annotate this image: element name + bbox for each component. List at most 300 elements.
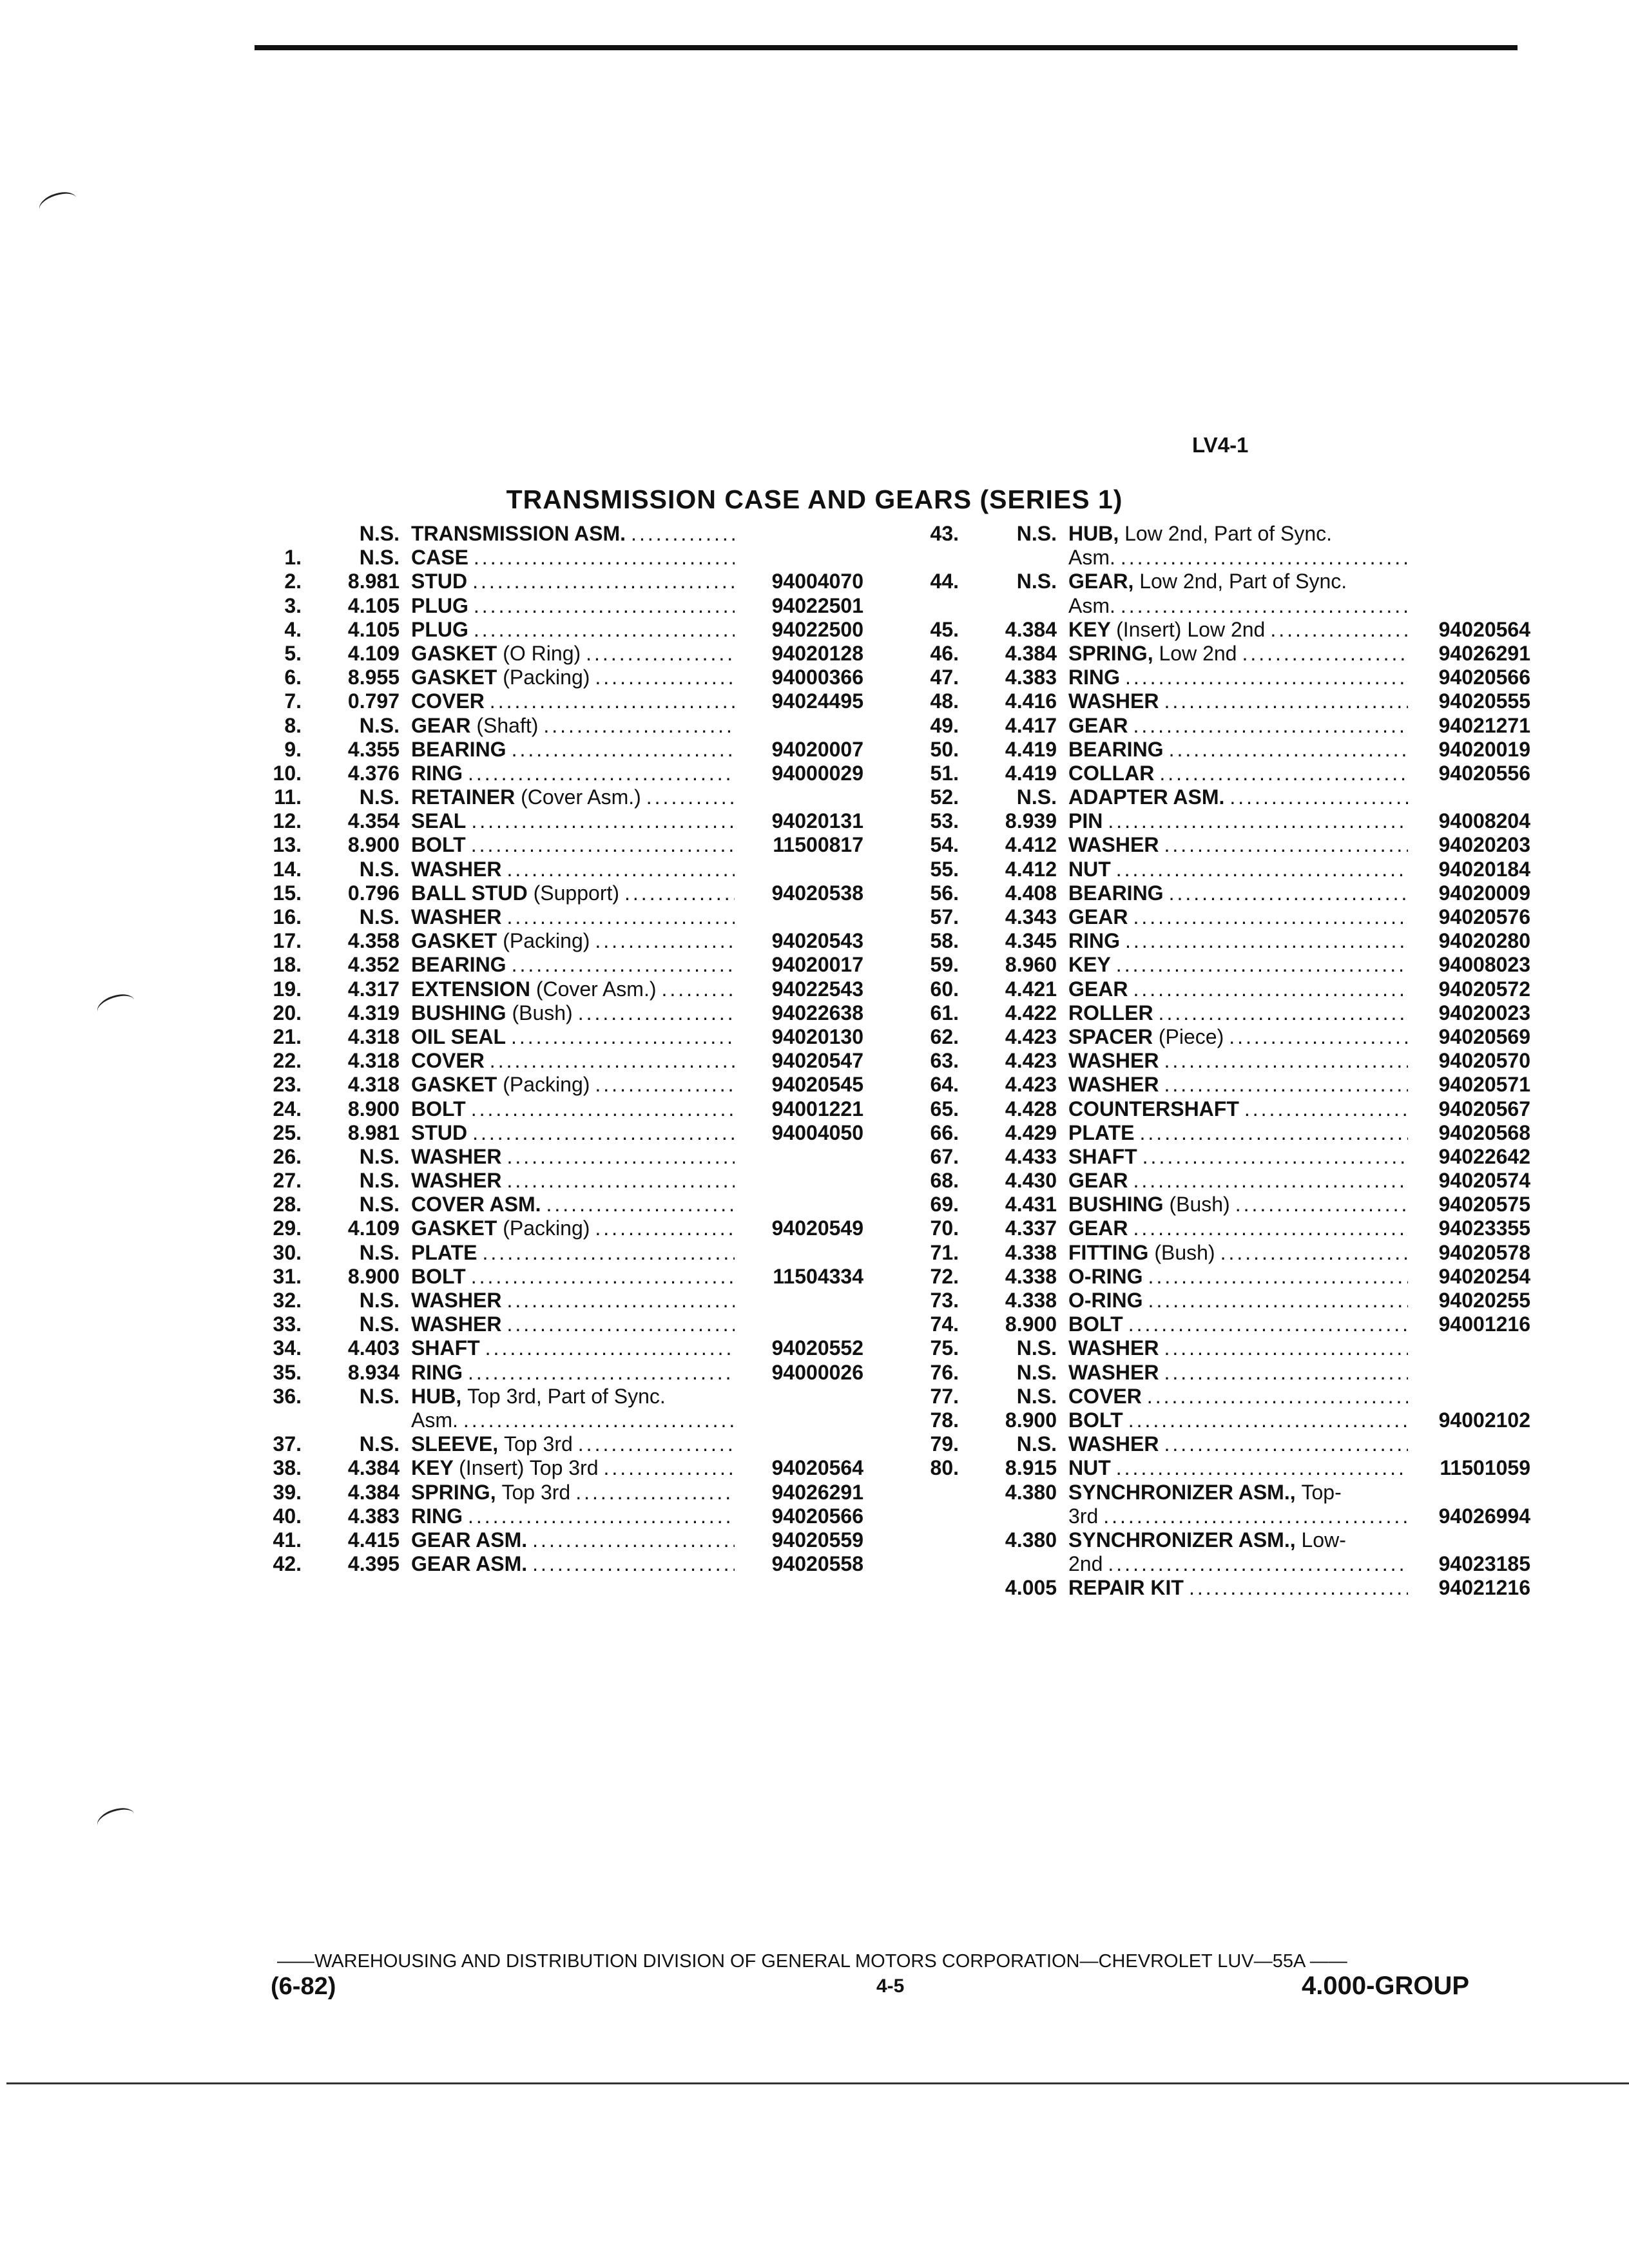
item-number: 36. — [273, 1384, 302, 1408]
parts-row — [245, 929, 863, 953]
parts-row — [902, 1528, 1530, 1552]
group-ref: N.S. — [359, 857, 400, 881]
part-description — [1068, 1336, 1159, 1360]
part-name: GEAR — [1068, 713, 1128, 737]
dot-leader — [1159, 1001, 1408, 1025]
part-description — [411, 858, 501, 881]
item-number: 56. — [930, 881, 959, 905]
parts-row — [902, 881, 1530, 905]
part-name: SLEEVE, — [411, 1432, 499, 1456]
dot-leader — [1121, 546, 1408, 570]
part-qualifier: Top- — [1301, 1480, 1342, 1504]
dot-leader — [1133, 714, 1408, 738]
part-description — [1068, 1576, 1184, 1600]
part-description — [411, 1145, 501, 1169]
dot-leader — [1121, 594, 1408, 618]
parts-row — [245, 1336, 863, 1360]
part-description — [411, 1504, 463, 1528]
part-number: 94020017 — [771, 953, 863, 977]
group-ref: N.S. — [1016, 1336, 1057, 1360]
part-name: SPRING, — [411, 1480, 496, 1504]
part-number: 11501059 — [1440, 1456, 1530, 1480]
parts-row — [902, 977, 1530, 1001]
parts-row — [902, 1408, 1530, 1432]
parts-row — [245, 546, 863, 570]
item-number: 31. — [273, 1264, 302, 1288]
part-description — [411, 1432, 573, 1456]
part-description — [411, 570, 467, 593]
footer-page-number: 4-5 — [876, 1975, 905, 1997]
parts-row — [245, 905, 863, 929]
part-name: KEY — [411, 1456, 454, 1480]
group-ref: N.S. — [1016, 1384, 1057, 1408]
part-description — [1068, 1528, 1346, 1552]
parts-row — [902, 1073, 1530, 1097]
part-description — [1068, 1312, 1123, 1336]
group-ref: 4.354 — [347, 809, 400, 833]
dot-leader — [471, 809, 735, 833]
page-title: TRANSMISSION CASE AND GEARS (SERIES 1) — [506, 485, 1123, 514]
part-number: 94020543 — [771, 929, 863, 953]
group-ref: 4.415 — [347, 1528, 400, 1552]
item-number: 47. — [930, 666, 959, 689]
item-number: 57. — [930, 905, 959, 928]
part-qualifier: (Cover Asm.) — [535, 977, 657, 1001]
part-name: GEAR ASM. — [411, 1552, 528, 1576]
part-name: TRANSMISSION ASM. — [411, 522, 626, 545]
part-description — [411, 666, 590, 689]
part-number: 94020566 — [771, 1504, 863, 1528]
parts-row — [245, 1385, 863, 1408]
group-ref: 4.105 — [347, 593, 400, 617]
parts-row — [902, 666, 1530, 689]
item-number: 8. — [284, 713, 302, 737]
group-ref: N.S. — [359, 1289, 400, 1312]
part-name: COLLAR — [1068, 761, 1155, 785]
parts-row — [245, 666, 863, 689]
part-description — [1068, 1001, 1153, 1025]
dot-leader — [471, 1265, 735, 1289]
item-number: 10. — [273, 761, 302, 785]
parts-row-continuation — [902, 546, 1530, 570]
part-qualifier: Top 3rd, Part of Sync. — [467, 1384, 666, 1408]
part-number: 94020547 — [771, 1049, 863, 1073]
item-number: 7. — [284, 689, 302, 713]
part-description — [411, 1216, 590, 1240]
parts-row — [245, 1432, 863, 1456]
parts-row — [902, 1289, 1530, 1312]
part-number: 94022642 — [1438, 1144, 1530, 1168]
part-description — [1068, 1385, 1142, 1408]
dot-leader — [474, 618, 735, 642]
part-description — [411, 977, 657, 1001]
part-name: GEAR — [411, 713, 471, 737]
item-number: 70. — [930, 1216, 959, 1240]
parts-row — [902, 689, 1530, 713]
group-ref: 4.109 — [347, 1216, 400, 1240]
dot-leader — [1148, 1265, 1408, 1289]
group-ref: N.S. — [359, 1312, 400, 1336]
part-name: KEY — [1068, 953, 1111, 977]
part-description — [1068, 1097, 1239, 1121]
part-description — [1068, 762, 1154, 785]
dot-leader — [1164, 1361, 1408, 1385]
item-number: 25. — [273, 1120, 302, 1144]
group-ref: 4.423 — [1005, 1024, 1057, 1048]
parts-row — [902, 1481, 1530, 1504]
part-name: PLATE — [411, 1240, 477, 1264]
group-ref: 4.318 — [347, 1073, 400, 1097]
part-qualifier: (Support) — [533, 881, 620, 905]
part-description — [411, 1336, 480, 1360]
part-name: BEARING — [411, 953, 506, 977]
part-number: 94026291 — [771, 1480, 863, 1504]
part-name: NUT — [1068, 857, 1111, 881]
part-name: STUD — [411, 570, 468, 593]
part-description — [411, 1528, 527, 1552]
top-rule — [255, 45, 1518, 50]
part-name: GEAR — [1068, 905, 1128, 928]
part-name: COUNTERSHAFT — [1068, 1097, 1239, 1120]
parts-row — [902, 1576, 1530, 1600]
parts-row — [245, 689, 863, 713]
item-number: 60. — [930, 977, 959, 1001]
dot-leader — [1108, 1552, 1408, 1576]
parts-row — [902, 1312, 1530, 1336]
part-name: FITTING — [1068, 1240, 1149, 1264]
parts-row — [902, 1193, 1530, 1216]
part-qualifier: Top 3rd — [504, 1432, 573, 1456]
item-number: 34. — [273, 1336, 302, 1360]
item-number: 30. — [273, 1240, 302, 1264]
dot-leader — [471, 833, 735, 857]
item-number: 32. — [273, 1289, 302, 1312]
item-number: 77. — [930, 1384, 959, 1408]
part-name: BUSHING — [411, 1001, 506, 1024]
part-qualifier: Low 2nd, Part of Sync. — [1139, 570, 1347, 593]
part-number: 94000026 — [771, 1360, 863, 1384]
part-number: 94022500 — [771, 617, 863, 641]
dot-leader — [646, 785, 735, 809]
item-number: 69. — [930, 1193, 959, 1216]
dot-leader — [1242, 642, 1408, 666]
part-name: O-RING — [1068, 1264, 1143, 1288]
dot-leader — [483, 1241, 735, 1265]
group-ref: N.S. — [1016, 1360, 1057, 1384]
dot-leader — [468, 1361, 735, 1385]
group-ref: 4.384 — [347, 1480, 400, 1504]
item-number: 42. — [273, 1552, 302, 1576]
parts-row — [245, 1481, 863, 1504]
group-ref: 4.318 — [347, 1024, 400, 1048]
part-description — [411, 546, 468, 570]
binder-hole-mark — [36, 188, 79, 220]
part-name: GASKET — [411, 666, 497, 689]
part-name: SPRING, — [1068, 641, 1153, 665]
dot-leader — [472, 570, 735, 593]
part-name: GASKET — [411, 929, 497, 953]
parts-row — [245, 1121, 863, 1145]
item-number: 4. — [284, 617, 302, 641]
part-description — [1068, 785, 1224, 809]
part-qualifier: (Cover Asm.) — [521, 785, 641, 809]
group-ref: 4.338 — [1005, 1240, 1057, 1264]
item-number: 23. — [273, 1073, 302, 1097]
part-name: GEAR ASM. — [411, 1528, 528, 1552]
item-number: 71. — [930, 1240, 959, 1264]
dot-leader — [1140, 1121, 1408, 1145]
part-name: BEARING — [1068, 737, 1164, 761]
item-number: 51. — [930, 761, 959, 785]
part-qualifier: (Shaft) — [476, 713, 539, 737]
part-number: 94020280 — [1438, 929, 1530, 953]
part-description — [1068, 1481, 1342, 1504]
parts-row — [245, 881, 863, 905]
part-description — [1068, 1265, 1143, 1289]
parts-row — [245, 1528, 863, 1552]
item-number: 3. — [284, 593, 302, 617]
dot-leader — [662, 977, 735, 1001]
part-name: SHAFT — [411, 1336, 480, 1360]
part-description — [1068, 522, 1332, 546]
dot-leader — [595, 1073, 735, 1097]
parts-row — [245, 642, 863, 666]
part-description — [411, 689, 485, 713]
part-name: CASE — [411, 546, 468, 570]
parts-row — [245, 1169, 863, 1193]
part-number: 94020571 — [1438, 1073, 1530, 1097]
part-number: 11500817 — [773, 833, 863, 857]
group-ref: N.S. — [359, 1240, 400, 1264]
binder-hole-mark — [94, 990, 137, 1023]
part-number: 94020131 — [771, 809, 863, 833]
part-description — [1068, 594, 1115, 618]
part-description — [1068, 1456, 1111, 1480]
part-number: 94020555 — [1438, 689, 1530, 713]
parts-row — [245, 1097, 863, 1121]
part-name: PLATE — [1068, 1120, 1135, 1144]
group-ref: 4.352 — [347, 953, 400, 977]
dot-leader — [463, 1408, 735, 1432]
item-number: 76. — [930, 1360, 959, 1384]
parts-row — [902, 618, 1530, 642]
dot-leader — [1229, 1025, 1408, 1049]
part-qualifier: (Insert) Low 2nd — [1116, 617, 1266, 641]
part-name: HUB, — [1068, 522, 1119, 545]
part-number: 94020023 — [1438, 1001, 1530, 1024]
item-number: 20. — [273, 1001, 302, 1024]
item-number: 64. — [930, 1073, 959, 1097]
parts-row — [902, 1121, 1530, 1145]
part-number: 94008023 — [1438, 953, 1530, 977]
dot-leader — [512, 953, 735, 977]
part-number: 94020203 — [1438, 833, 1530, 857]
part-description — [1068, 1121, 1135, 1145]
part-description — [1068, 809, 1103, 833]
part-description — [1068, 1361, 1159, 1385]
parts-row — [245, 1073, 863, 1097]
group-ref: 8.960 — [1005, 953, 1057, 977]
item-number: 79. — [930, 1432, 959, 1456]
part-number: 94020538 — [771, 881, 863, 905]
parts-row — [902, 1361, 1530, 1385]
parts-row — [902, 905, 1530, 929]
dot-leader — [1133, 905, 1408, 929]
parts-row — [245, 762, 863, 785]
part-name: SEAL — [411, 809, 467, 833]
parts-row — [245, 1025, 863, 1049]
dot-leader — [1148, 1289, 1408, 1312]
group-ref: 4.421 — [1005, 977, 1057, 1001]
item-number: 48. — [930, 689, 959, 713]
part-name: COVER — [411, 689, 485, 713]
group-ref: 4.422 — [1005, 1001, 1057, 1024]
part-description — [411, 1552, 527, 1576]
part-description — [411, 714, 538, 738]
part-number: 94020009 — [1438, 881, 1530, 905]
part-description — [411, 1121, 467, 1145]
part-qualifier: Low 2nd — [1159, 641, 1237, 665]
part-description — [411, 1049, 485, 1073]
part-description — [1068, 1025, 1224, 1049]
item-number: 63. — [930, 1049, 959, 1073]
parts-row-continuation — [245, 1408, 863, 1432]
part-name: Asm. — [1068, 546, 1115, 570]
part-description — [411, 1025, 506, 1049]
part-number: 94020545 — [771, 1073, 863, 1097]
item-number: 40. — [273, 1504, 302, 1528]
item-number: 27. — [273, 1169, 302, 1193]
group-ref: N.S. — [359, 1169, 400, 1193]
bottom-rule — [6, 2082, 1629, 2084]
part-name: WASHER — [1068, 1360, 1159, 1384]
part-name: STUD — [411, 1120, 468, 1144]
part-number: 94020567 — [1438, 1097, 1530, 1120]
item-number: 65. — [930, 1097, 959, 1120]
group-ref: 4.408 — [1005, 881, 1057, 905]
dot-leader — [490, 689, 735, 713]
group-ref: N.S. — [359, 785, 400, 809]
parts-row — [245, 1289, 863, 1312]
group-ref: 4.430 — [1005, 1169, 1057, 1193]
part-name: WASHER — [411, 1312, 502, 1336]
footer-group: 4.000-GROUP — [1302, 1972, 1470, 2000]
part-description — [411, 522, 626, 546]
part-name: BOLT — [411, 1097, 466, 1120]
part-description — [411, 1456, 599, 1480]
item-number: 37. — [273, 1432, 302, 1456]
parts-row — [245, 953, 863, 977]
part-name: GEAR — [1068, 1169, 1128, 1193]
part-name: Asm. — [411, 1408, 458, 1432]
part-description — [1068, 929, 1120, 953]
group-ref: 4.423 — [1005, 1073, 1057, 1097]
dot-leader — [1116, 953, 1408, 977]
group-ref: 4.403 — [347, 1336, 400, 1360]
parts-row — [902, 1216, 1530, 1240]
group-ref: N.S. — [1016, 1432, 1057, 1456]
part-description — [1068, 1408, 1123, 1432]
group-ref: 8.900 — [347, 1097, 400, 1120]
part-name: WASHER — [1068, 1432, 1159, 1456]
item-number: 73. — [930, 1289, 959, 1312]
part-number: 94020130 — [771, 1024, 863, 1048]
parts-list-left — [245, 522, 863, 1576]
part-description — [1068, 666, 1120, 689]
dot-leader — [595, 666, 735, 689]
part-name: WASHER — [411, 1289, 502, 1312]
group-ref: 4.358 — [347, 929, 400, 953]
part-number: 94020569 — [1438, 1024, 1530, 1048]
part-name: ADAPTER ASM. — [1068, 785, 1225, 809]
dot-leader — [1164, 1432, 1408, 1456]
parts-row — [245, 1049, 863, 1073]
part-name: BOLT — [1068, 1312, 1123, 1336]
part-number: 94024495 — [771, 689, 863, 713]
dot-leader — [532, 1552, 735, 1576]
part-description — [1068, 714, 1128, 738]
group-ref: 8.900 — [1005, 1312, 1057, 1336]
group-ref: N.S. — [359, 905, 400, 928]
group-ref: 4.105 — [347, 617, 400, 641]
part-description — [1068, 570, 1347, 593]
part-name: HUB, — [411, 1384, 462, 1408]
part-description — [1068, 1504, 1098, 1528]
group-ref: 8.900 — [347, 1264, 400, 1288]
part-name: GASKET — [411, 641, 497, 665]
group-ref: 4.318 — [347, 1049, 400, 1073]
part-name: OIL SEAL — [411, 1024, 506, 1048]
group-ref: N.S. — [1016, 522, 1057, 545]
part-description — [1068, 858, 1111, 881]
part-name: PLUG — [411, 617, 468, 641]
parts-row — [245, 1504, 863, 1528]
part-description — [411, 1289, 501, 1312]
group-ref: 4.431 — [1005, 1193, 1057, 1216]
group-ref: 4.338 — [1005, 1289, 1057, 1312]
part-description — [411, 905, 501, 929]
group-ref: 4.395 — [347, 1552, 400, 1576]
dot-leader — [1147, 1385, 1408, 1408]
part-number: 94020574 — [1438, 1169, 1530, 1193]
dot-leader — [511, 1025, 735, 1049]
parts-row — [902, 1432, 1530, 1456]
dot-leader — [595, 1216, 735, 1240]
part-name: RING — [411, 761, 463, 785]
group-ref: 4.433 — [1005, 1144, 1057, 1168]
part-number: 94004070 — [771, 570, 863, 593]
item-number: 61. — [930, 1001, 959, 1024]
dot-leader — [506, 858, 735, 881]
item-number: 46. — [930, 641, 959, 665]
part-name: SPACER — [1068, 1024, 1153, 1048]
group-ref: 4.338 — [1005, 1264, 1057, 1288]
dot-leader — [512, 738, 735, 762]
part-name: WASHER — [411, 857, 502, 881]
part-qualifier: (Packing) — [503, 1073, 590, 1097]
parts-row — [902, 1049, 1530, 1073]
group-ref: 4.109 — [347, 641, 400, 665]
group-ref: 4.343 — [1005, 905, 1057, 928]
part-description — [411, 1169, 501, 1193]
parts-row — [245, 714, 863, 738]
part-name: WASHER — [411, 1144, 502, 1168]
dot-leader — [1133, 1169, 1408, 1193]
part-number: 94020578 — [1438, 1240, 1530, 1264]
part-description — [411, 738, 506, 762]
group-ref: 0.797 — [347, 689, 400, 713]
part-number: 11504334 — [773, 1264, 863, 1288]
